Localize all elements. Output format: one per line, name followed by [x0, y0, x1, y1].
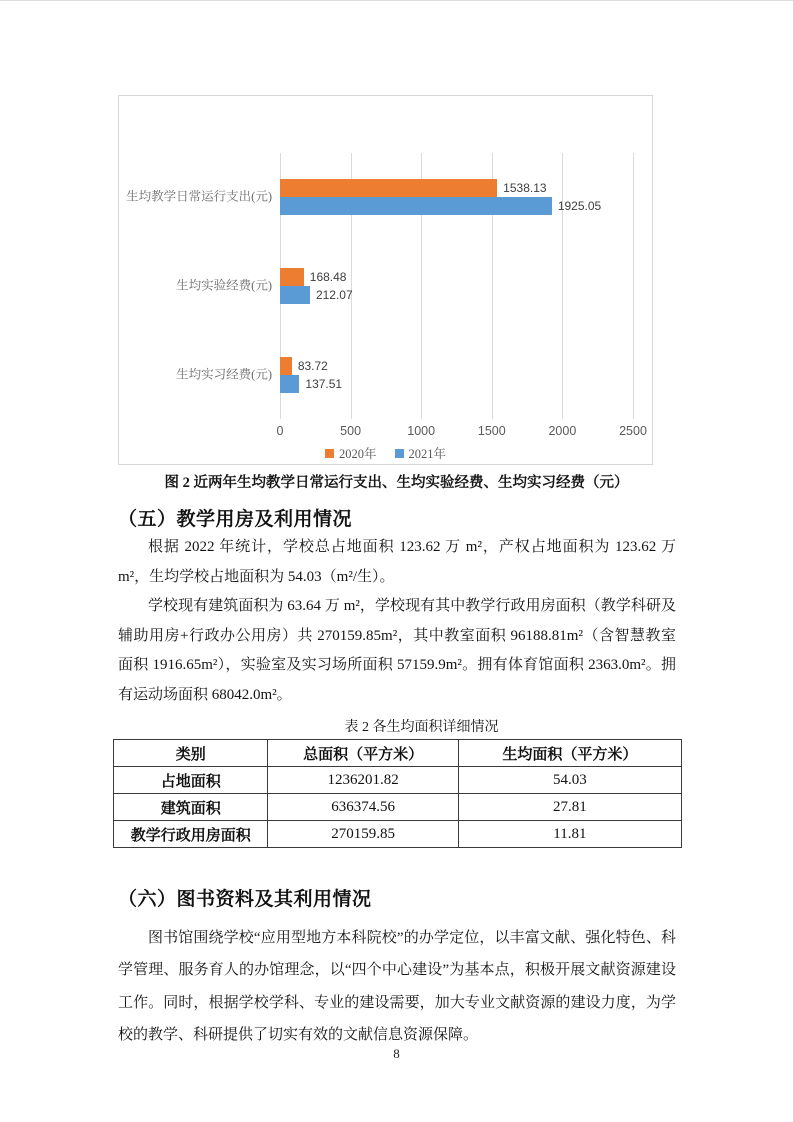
chart-x-axis	[276, 424, 647, 440]
table-cell: 636374.56	[268, 794, 458, 821]
bar-group	[176, 242, 633, 331]
table-cell: 占地面积	[114, 767, 268, 794]
legend-swatch-icon	[325, 449, 334, 458]
bar-value-label: 212.07	[315, 288, 353, 302]
table-caption: 表 2 各生均面积详细情况	[344, 720, 499, 735]
legend-item	[325, 444, 377, 462]
chart-bar-groups	[126, 153, 633, 419]
table-header-row	[114, 740, 682, 767]
bar-group	[176, 330, 633, 419]
area-table	[113, 739, 682, 848]
page-number: 8	[393, 1046, 400, 1061]
table-header-cell: 生均面积（平方米）	[458, 740, 681, 767]
paragraph: 学校现有建筑面积为 63.64 万 m²，学校现有其中教学行政用房面积（教学科研及辅助用房+行政办公用房）共 270159.85m²，其中教室面积 96188.81m²（含智慧教室面积 1916.65m²），实验室及实习场所面积 57159.9m²。拥有体育馆面积 2363.0m²。拥有运动场面积 68042.0m²。	[118, 598, 676, 703]
bar-value-label: 168.48	[309, 270, 347, 284]
bar-value-label: 1538.13	[503, 181, 547, 196]
section-six-heading: （六）图书资料及其利用情况	[118, 889, 372, 910]
bar-value-label: 1925.05	[557, 199, 602, 214]
figure-caption: 图 2 近两年生均教学日常运行支出、生均实验经费、生均实习经费（元）	[164, 475, 629, 491]
category-label: 生均实验经费(元)	[176, 278, 272, 293]
chart-plot	[126, 153, 633, 419]
table-row	[114, 767, 682, 794]
legend-label: 2020年	[338, 447, 377, 461]
x-tick-label: 500	[340, 424, 362, 438]
area-table-wrap	[113, 739, 682, 848]
section-five-body	[118, 533, 676, 711]
legend-swatch-icon	[395, 449, 404, 458]
bar-2020年	[280, 268, 304, 286]
page-top-rule	[0, 0, 793, 1]
category-label: 生均实习经费(元)	[176, 367, 272, 382]
bar-2021年	[280, 197, 552, 215]
table-row	[114, 794, 682, 821]
table-cell: 建筑面积	[114, 794, 268, 821]
bar-2020年	[280, 179, 497, 197]
table-cell: 11.81	[458, 821, 681, 848]
section-five-heading: （五）教学用房及利用情况	[118, 509, 353, 530]
x-tick-label: 0	[276, 424, 284, 438]
category-label: 生均教学日常运行支出(元)	[126, 189, 272, 204]
table-header-cell: 类别	[114, 740, 268, 767]
x-tick-label: 2500	[619, 424, 647, 438]
table-header-cell: 总面积（平方米）	[268, 740, 458, 767]
chart-legend	[119, 444, 652, 462]
table-cell: 54.03	[458, 767, 681, 794]
bar-2021年	[280, 286, 310, 304]
table-cell: 教学行政用房面积	[114, 821, 268, 848]
bar-value-label: 83.72	[297, 358, 328, 373]
table-cell: 270159.85	[268, 821, 458, 848]
bar-2020年	[280, 357, 292, 375]
bar-chart	[118, 95, 653, 465]
x-tick-label: 1000	[407, 424, 436, 438]
gridline	[633, 153, 634, 419]
table-row	[114, 821, 682, 848]
paragraph: 图书馆围绕学校“应用型地方本科院校”的办学定位，以丰富文献、强化特色、科学管理、服务育人的办馆理念，以“四个中心建设”为基本点，积极开展文献资源建设工作。同时，根据学校学科、专业的建设需要，加大专业文献资源的建设力度，为学校的教学、科研提供了切实有效的文献信息资源保障。	[118, 930, 676, 1043]
legend-item	[395, 444, 447, 462]
bar-group	[126, 153, 633, 242]
x-tick-label: 2000	[548, 424, 577, 438]
bar-2021年	[280, 375, 299, 393]
bar-value-label: 137.51	[305, 376, 343, 391]
section-six-body	[118, 922, 676, 1051]
table-cell: 1236201.82	[268, 767, 458, 794]
paragraph: 根据 2022 年统计，学校总占地面积 123.62 万 m²，产权占地面积为 123.62 万 m²，生均学校占地面积为 54.03（m²/生）。	[118, 539, 676, 585]
table-cell: 27.81	[458, 794, 681, 821]
x-tick-label: 1500	[477, 424, 506, 438]
legend-label: 2021年	[408, 447, 447, 461]
